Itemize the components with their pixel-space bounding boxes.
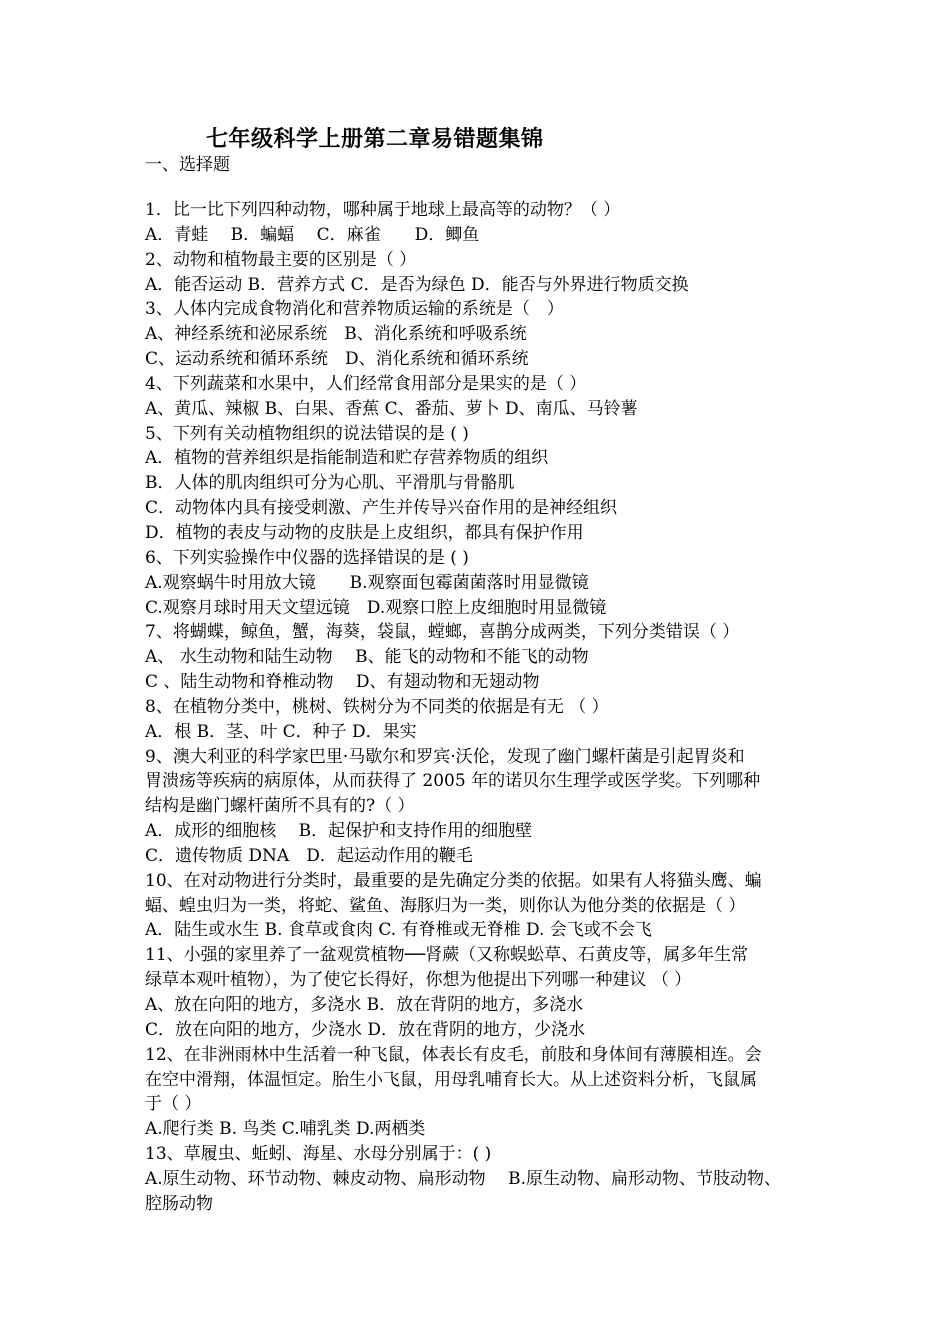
text-line: 6、下列实验操作中仪器的选择错误的是 ( ) — [145, 547, 469, 568]
question-list — [145, 198, 817, 1217]
text-line: C.观察月球时用天文望远镜 D.观察口腔上皮细胞时用显微镜 — [145, 597, 607, 618]
text-line: A.观察蜗牛时用放大镜 B.观察面包霉菌菌落时用显微镜 — [145, 572, 589, 593]
text-line: 11、小强的家里养了一盆观赏植物──肾蕨（又称蜈蚣草、石黄皮等，属多年生常 — [145, 945, 749, 966]
text-line: A、神经系统和泌尿系统 B、消化系统和呼吸系统 — [145, 324, 527, 345]
text-line: C 、陆生动物和脊椎动物 D、有翅动物和无翅动物 — [145, 672, 540, 693]
text-line: 腔肠动物 — [145, 1193, 213, 1214]
text-line: A、放在向阳的地方，多浇水 B．放在背阴的地方，多浇水 — [145, 995, 584, 1015]
text-line: C．遗传物质 DNA D．起运动作用的鞭毛 — [145, 845, 473, 866]
text-line: 胃溃疡等疾病的病原体，从而获得了 2005 年的诺贝尔生理学或医学奖。下列哪种 — [145, 771, 761, 792]
text-line: A.爬行类 B. 鸟类 C.哺乳类 D.两栖类 — [145, 1119, 426, 1140]
text-line: A、 水生动物和陆生动物 B、能飞的动物和不能飞的动物 — [145, 647, 589, 668]
text-line: C．动物体内具有接受刺激、产生并传导兴奋作用的是神经组织 — [145, 498, 618, 519]
text-line: 于（ ） — [145, 1094, 202, 1115]
text-line: 9、澳大利亚的科学家巴里·马歇尔和罗宾·沃伦，发现了幽门螺杆菌是引起胃炎和 — [145, 746, 745, 767]
text-line: B．人体的肌肉组织可分为心肌、平滑肌与骨骼肌 — [145, 473, 515, 494]
text-line: A．青蛙 B．蝙蝠 C．麻雀 D．鲫鱼 — [145, 224, 480, 245]
text-line: 5、下列有关动植物组织的说法错误的是 ( ) — [145, 423, 469, 444]
text-line: A．植物的营养组织是指能制造和贮存营养物质的组织 — [145, 448, 549, 469]
document-title: 七年级科学上册第二章易错题集锦 — [206, 126, 544, 152]
text-line: A．能否运动 B．营养方式 C．是否为绿色 D．能否与外界进行物质交换 — [145, 274, 689, 295]
section-heading: 一、选择题 — [145, 155, 230, 175]
text-line: 蝠、蝗虫归为一类，将蛇、鲨鱼、海豚归为一类，则你认为他分类的依据是（ ） — [145, 895, 746, 916]
text-line: 13、草履虫、蚯蚓、海星、水母分别属于：( ) — [145, 1144, 492, 1165]
text-line: D．植物的表皮与动物的皮肤是上皮组织，都具有保护作用 — [145, 522, 584, 543]
text-line: 绿草本观叶植物），为了使它长得好，你想为他提出下列哪一种建议 （ ） — [145, 970, 692, 991]
text-line: A．根 B．茎、叶 C．种子 D．果实 — [145, 721, 417, 742]
text-line: 3、人体内完成食物消化和营养物质运输的系统是（ ） — [145, 299, 564, 320]
text-line: 10、在对动物进行分类时，最重要的是先确定分类的依据。如果有人将猫头鹰、蝙 — [145, 870, 762, 891]
text-line: 12、在非洲雨林中生活着一种飞鼠，体表长有皮毛，前肢和身体间有薄膜相连。会 — [145, 1044, 762, 1065]
text-line: 4、下列蔬菜和水果中，人们经常食用部分是果实的是（ ） — [145, 373, 587, 394]
text-line: 1．比一比下列四种动物，哪种属于地球上最高等的动物？（ ） — [145, 200, 621, 220]
text-line: 在空中滑翔，体温恒定。胎生小飞鼠，用母乳哺育长大。从上述资料分析，飞鼠属 — [145, 1069, 757, 1090]
text-line: 结构是幽门螺杆菌所不具有的?（ ） — [145, 796, 415, 817]
text-line: A．陆生或水生 B. 食草或食肉 C. 有脊椎或无脊椎 D. 会飞或不会飞 — [145, 920, 652, 941]
text-line: C．放在向阳的地方，少浇水 D．放在背阴的地方，少浇水 — [145, 1019, 586, 1040]
text-line: 2、动物和植物最主要的区别是（ ） — [145, 249, 417, 270]
text-line: A.原生动物、环节动物、棘皮动物、扁形动物 B.原生动物、扁形动物、节肢动物、 — [145, 1168, 781, 1189]
text-line: A．成形的细胞核 B．起保护和支持作用的细胞壁 — [145, 821, 533, 842]
text-line: C、运动系统和循环系统 D、消化系统和循环系统 — [145, 349, 529, 370]
text-line: 8、在植物分类中，桃树、铁树分为不同类的依据是有无 （ ） — [145, 696, 609, 717]
text-line: A、黄瓜、辣椒 B、白果、香蕉 C、番茄、萝卜 D、南瓜、马铃薯 — [145, 398, 638, 419]
text-line: 7、将蝴蝶，鲸鱼，蟹，海葵，袋鼠，螳螂，喜鹊分成两类，下列分类错误（ ） — [145, 622, 740, 643]
